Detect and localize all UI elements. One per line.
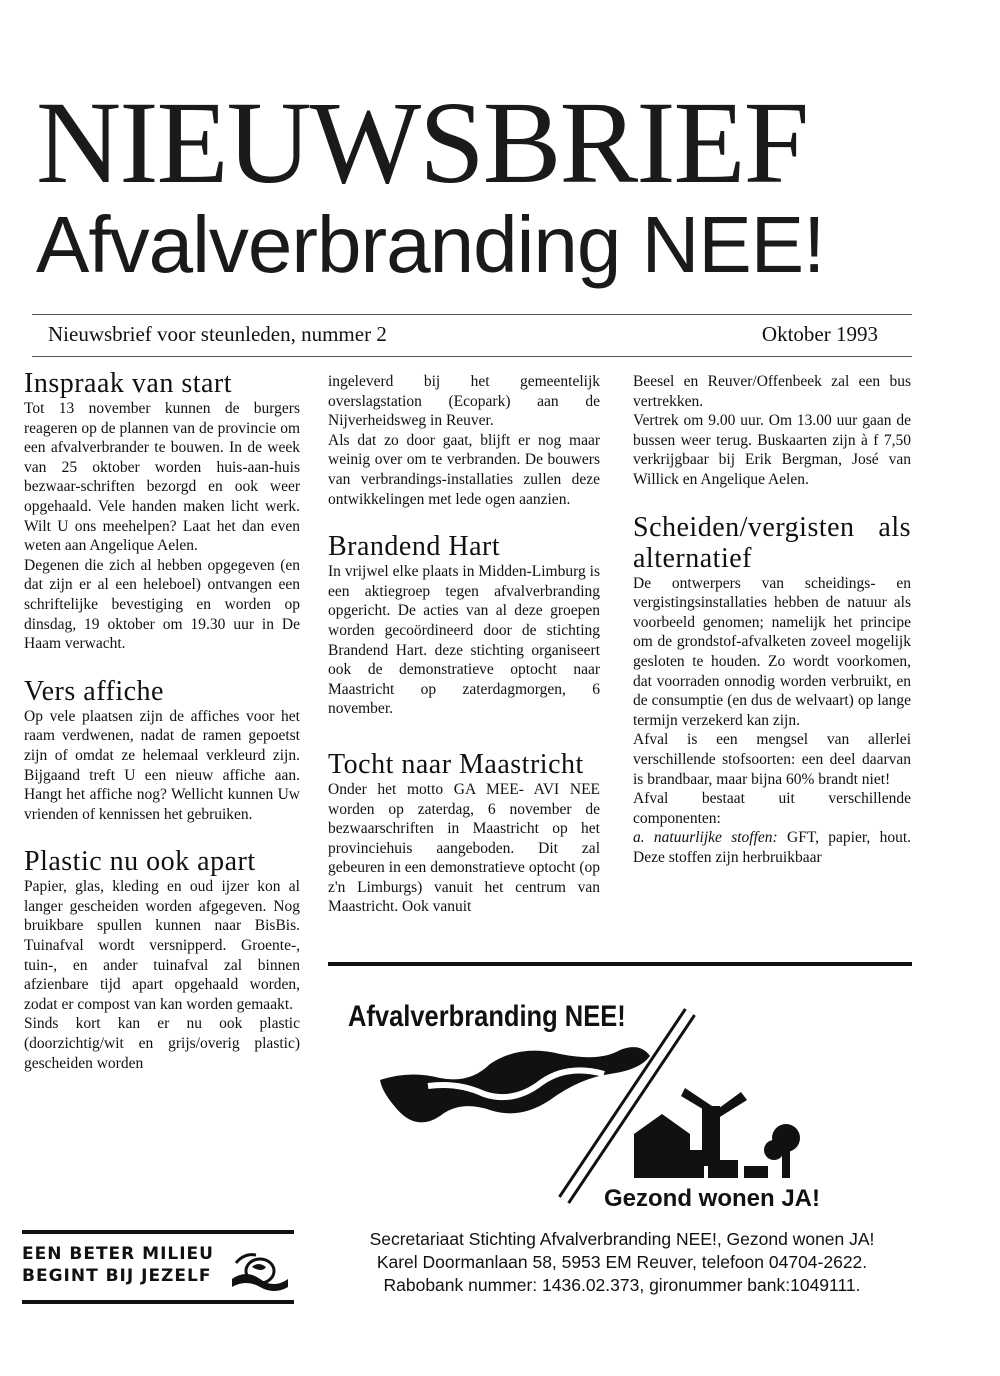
article-paragraph: Als dat zo door gaat, blijft er nog maar weinig over om te verbranden. De bouwers van verbrandings-installaties zullen deze ontwikkelingen met lede ogen aanzien.	[328, 431, 600, 508]
contact-line: Secretariaat Stichting Afvalverbranding NEE!, Gezond wonen JA!	[369, 1229, 875, 1249]
article-heading: Tocht naar Maastricht	[328, 748, 584, 780]
logo-title: Afvalverbranding NEE!	[348, 1000, 626, 1033]
ad-top-rule	[22, 1230, 294, 1234]
article-paragraph: Beesel en Reuver/Offenbeek zal een bus vertrekken.	[633, 373, 911, 410]
article-paragraph	[633, 828, 911, 867]
house-windmill-icon	[634, 1088, 800, 1178]
issue-number: Nieuwsbrief voor steunleden, nummer 2	[48, 322, 387, 346]
article-heading: Vers affiche	[24, 675, 164, 707]
article-paragraph: ingeleverd bij het gemeentelijk overslagstation (Ecopark) aan de Nijverheidsweg in Reuver.	[328, 373, 600, 430]
hands-globe-icon	[228, 1249, 292, 1295]
logo-tagline: Gezond wonen JA!	[604, 1185, 820, 1212]
article-paragraph: Sinds kort kan er nu ook plastic (doorzichtig/wit en grijs/overig plastic) gescheiden worden	[24, 1015, 300, 1072]
article-paragraph: Afval bestaat uit verschillende componenten:	[633, 790, 911, 827]
newsletter-title: NIEUWSBRIEF	[36, 77, 808, 208]
newsletter-subtitle: Afvalverbranding NEE!	[36, 200, 825, 289]
article-paragraph: Vertrek om 9.00 uur. Om 13.00 uur gaan de bussen weer terug. Buskaarten zijn à f 7,50 verkrijgbaar bij Erik Bergman, José van Willick en Angelique Aelen.	[633, 412, 911, 488]
emphasis-label: a. natuurlijke stoffen:	[633, 829, 778, 847]
slogan-line-1: EEN BETER MILIEU	[22, 1244, 214, 1264]
article-heading: Plastic nu ook apart	[24, 846, 256, 878]
article-paragraph: In vrijwel elke plaats in Midden-Limburg is een aktiegroep tegen afvalverbranding opgericht. De acties van al deze groepen worden gecoördineerd door de stichting Brandend Hart. deze stichting organiseert ook de demonstratieve optocht naar Maastricht op zaterdagmorgen, 6 november.	[328, 563, 600, 718]
article-paragraph: Papier, glas, kleding en oud ijzer kon al langer gescheiden worden afgegeven. Nog bruikbare spullen kunnen naar BisBis. Tuinafval wordt versnipperd. Groente-, tuin-, en ander tuinafval zal binnen afzienbare tijd apart opgehaald worden, zodat er compost van kan worden gemaakt.	[24, 878, 300, 1013]
article-heading: Inspraak van start	[24, 368, 233, 399]
column-3	[633, 372, 911, 867]
contact-line: Rabobank nummer: 1436.02.373, gironummer bank:1049111.	[383, 1275, 861, 1295]
article-heading: Brandend Hart	[328, 531, 501, 563]
issue-date: Oktober 1993	[761, 322, 878, 346]
article-paragraph: Op vele plaatsen zijn de affiches voor het raam verdwenen, nadat de ramen gepoetst zijn of omdat ze helemaal verkleurd zijn. Bijgaand treft U een nieuw affiche aan. Hangt het affiche nog? Wellicht kunnen Uw vrienden of kennissen het gebruiken.	[24, 707, 300, 823]
logo-top-rule	[328, 962, 912, 966]
article-paragraph: Onder het motto GA MEE- AVI NEE worden op zaterdag, 6 november de bezwaarschriften in Maastricht op het provinciehuis aangeboden. Dit zal gebeuren in een demonstratieve optocht (op z'n Limburgs) vanuit het centrum van Maastricht. Ook vanuit	[328, 780, 600, 916]
emphasis-text: GFT, papier, hout. Deze stoffen zijn herbruikbaar	[633, 829, 912, 866]
article-paragraph: Degenen die zich al hebben opgegeven (en dat zijn er al een heleboel) ontvangen een schriftelijke bevestiging en worden op dinsdag, 19 oktober om 19.30 uur in De Haam verwacht.	[24, 556, 300, 653]
article-paragraph: Afval is een mengsel van allerlei verschillende stofsoorten: een deel daarvan is brandbaar, maar bijna 60% brandt niet!	[633, 731, 911, 788]
article-paragraph: De ontwerpers van scheidings- en vergistingsinstallaties hebben de natuur als voorbeeld genomen; namelijk het principe om de grondstof-afvalketen zoveel mogelijk gesloten te houden. Zo wordt voorkomen, dat voorraden onnodig worden verbruikt, en de consumptie (en dus de welvaart) op lange termijn verzekerd kan zijn.	[633, 574, 911, 729]
article-paragraph: Tot 13 november kunnen de burgers reageren op de plannen van de provincie om een afvalverbrander te bouwen. In de week van 25 oktober worden huis-aan-huis bezwaar-schriften bezorgd en ook weer opgehaald. Vele handen maken licht werk. Wilt U ons meehelpen? Laat het dan even weten aan Angelique Aelen.	[24, 400, 300, 555]
article-heading: Scheiden/vergisten als alternatief	[633, 511, 911, 574]
slogan-ad	[22, 1243, 302, 1299]
ad-bottom-rule	[22, 1300, 294, 1304]
header-bottom-rule	[32, 356, 912, 357]
smoke-cloud-icon	[380, 1047, 650, 1122]
header-top-rule	[32, 314, 912, 315]
column-1	[24, 368, 300, 1073]
contact-line: Karel Doormanlaan 58, 5953 EM Reuver, telefoon 04704-2622.	[376, 1252, 868, 1272]
slogan-line-2: BEGINT BIJ JEZELF	[22, 1266, 212, 1286]
contact-block	[322, 1228, 922, 1297]
column-2	[328, 372, 600, 917]
issue-line	[48, 320, 908, 348]
